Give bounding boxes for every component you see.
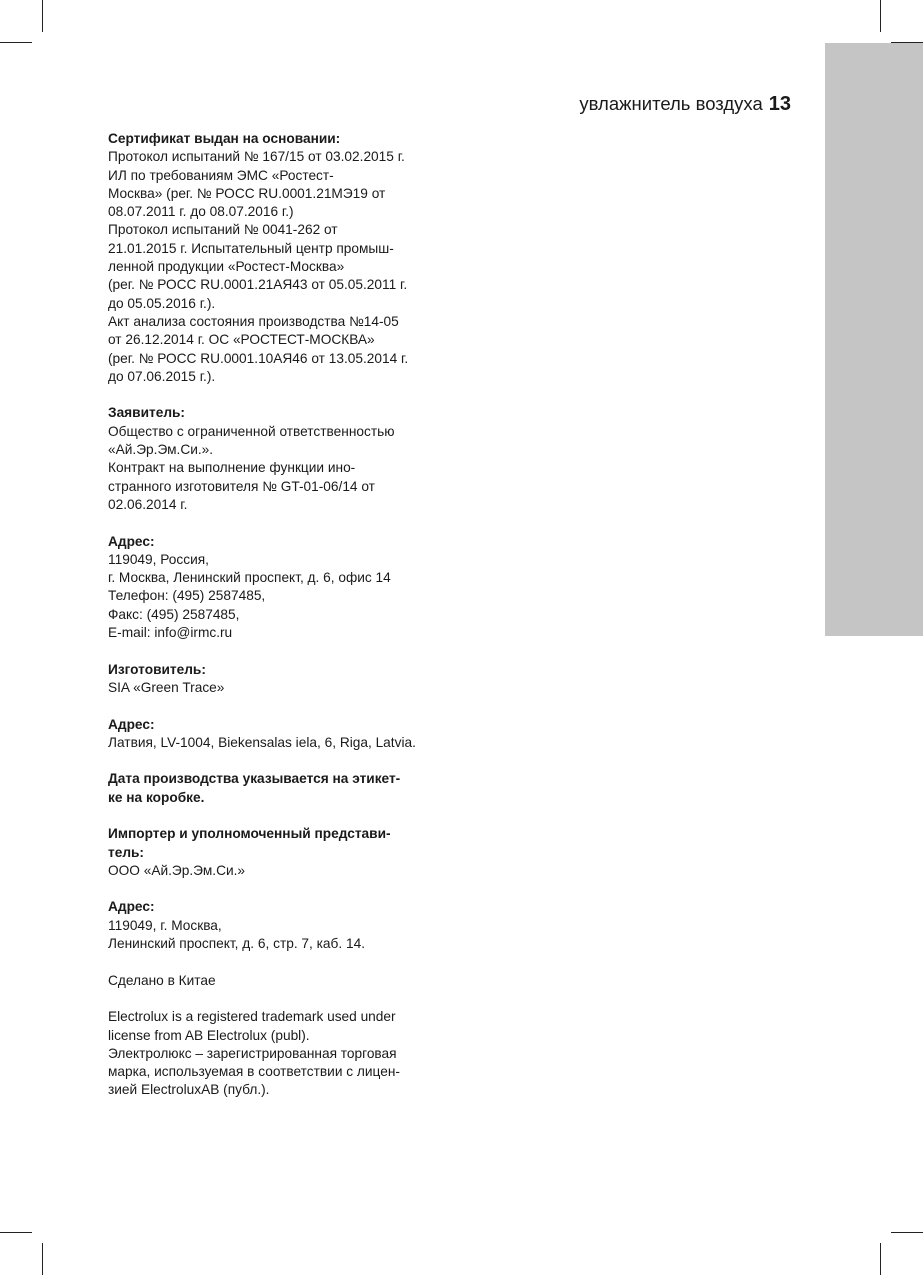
text-line: (рег. № РОСС RU.0001.21АЯ43 от 05.05.2011 г. [108, 277, 408, 293]
section-heading: Дата производства указывается на этикет- [108, 771, 401, 787]
text-line: «Ай.Эр.Эм.Си.». [108, 442, 214, 458]
text-line: Электролюкс – зарегистрированная торговая [108, 1045, 397, 1061]
crop-mark-top-left-horizontal [0, 42, 32, 43]
crop-mark-bottom-left-vertical [42, 1243, 43, 1275]
text-section [108, 972, 453, 990]
text-line: Москва» (рег. № РОСС RU.0001.21МЭ19 от [108, 185, 386, 201]
text-line: Общество с ограниченной ответственностью [108, 423, 395, 439]
section-heading: ке на коробке. [108, 789, 205, 805]
section-heading: Заявитель: [108, 405, 185, 421]
text-line: 08.07.2011 г. до 08.07.2016 г.) [108, 204, 294, 220]
text-line: Латвия, LV-1004, Biekensalas iela, 6, Riga, Latvia. [108, 734, 416, 750]
text-line: Сделано в Китае [108, 972, 216, 988]
text-line: от 26.12.2014 г. ОС «РОСТЕСТ-МОСКВА» [108, 332, 375, 348]
text-line: license from AB Electrolux (publ). [108, 1027, 310, 1043]
text-section [108, 1008, 453, 1099]
crop-mark-top-right-vertical [880, 0, 881, 32]
running-header [579, 93, 791, 116]
section-heading: Импортер и уполномоченный представи- [108, 826, 391, 842]
text-line: марка, используемая в соответствии с лицен- [108, 1064, 400, 1080]
text-line: странного изготовителя № GT-01-06/14 от [108, 478, 375, 494]
text-line: Контракт на выполнение функции ино- [108, 460, 356, 476]
text-line: Акт анализа состояния производства №14-05 [108, 313, 399, 329]
text-line: до 07.06.2015 г.). [108, 368, 216, 384]
text-line: E-mail: info@irmc.ru [108, 625, 233, 641]
text-line: Протокол испытаний № 167/15 от 03.02.2015 г. [108, 149, 405, 165]
text-line: ООО «Ай.Эр.Эм.Си.» [108, 862, 246, 878]
section-heading: Адрес: [108, 899, 155, 915]
text-section [108, 533, 453, 643]
crop-mark-bottom-right-vertical [880, 1243, 881, 1275]
text-section [108, 661, 453, 698]
text-section [108, 898, 453, 953]
section-heading: тель: [108, 844, 144, 860]
text-section [108, 770, 453, 807]
crop-mark-bottom-right-horizontal [891, 1232, 923, 1233]
text-line: Electrolux is a registered trademark used under [108, 1009, 396, 1025]
text-line: Протокол испытаний № 0041-262 от [108, 222, 338, 238]
text-line: 119049, г. Москва, [108, 917, 222, 933]
page-number: 13 [768, 93, 791, 115]
section-heading: Изготовитель: [108, 661, 206, 677]
text-section [108, 404, 453, 514]
document-body [108, 130, 453, 1118]
crop-mark-top-left-vertical [42, 0, 43, 32]
text-line: 02.06.2014 г. [108, 496, 188, 512]
crop-mark-bottom-left-horizontal [0, 1232, 32, 1233]
text-line: (рег. № РОСС RU.0001.10АЯ46 от 13.05.2014 г. [108, 350, 409, 366]
section-heading: Адрес: [108, 716, 155, 732]
text-line: 119049, Россия, [108, 551, 209, 567]
text-line: г. Москва, Ленинский проспект, д. 6, офис 14 [108, 570, 391, 586]
text-line: Факс: (495) 2587485, [108, 606, 240, 622]
text-line: ленной продукции «Ростест-Москва» [108, 259, 345, 275]
text-line: 21.01.2015 г. Испытательный центр промыш- [108, 240, 394, 256]
text-section [108, 825, 453, 880]
side-tab [825, 43, 923, 636]
section-heading: Сертификат выдан на основании: [108, 131, 341, 146]
text-line: Телефон: (495) 2587485, [108, 588, 266, 604]
text-line: зией ElectroluxAB (публ.). [108, 1082, 270, 1098]
section-heading: Адрес: [108, 533, 155, 549]
text-line: до 05.05.2016 г.). [108, 295, 216, 311]
text-line: Ленинский проспект, д. 6, стр. 7, каб. 14. [108, 936, 366, 952]
header-title: увлажнитель воздуха [579, 93, 763, 114]
text-section [108, 130, 453, 386]
text-line: ИЛ по требованиям ЭМС «Ростест- [108, 167, 334, 183]
text-section [108, 716, 453, 753]
text-line: SIA «Green Trace» [108, 679, 225, 695]
